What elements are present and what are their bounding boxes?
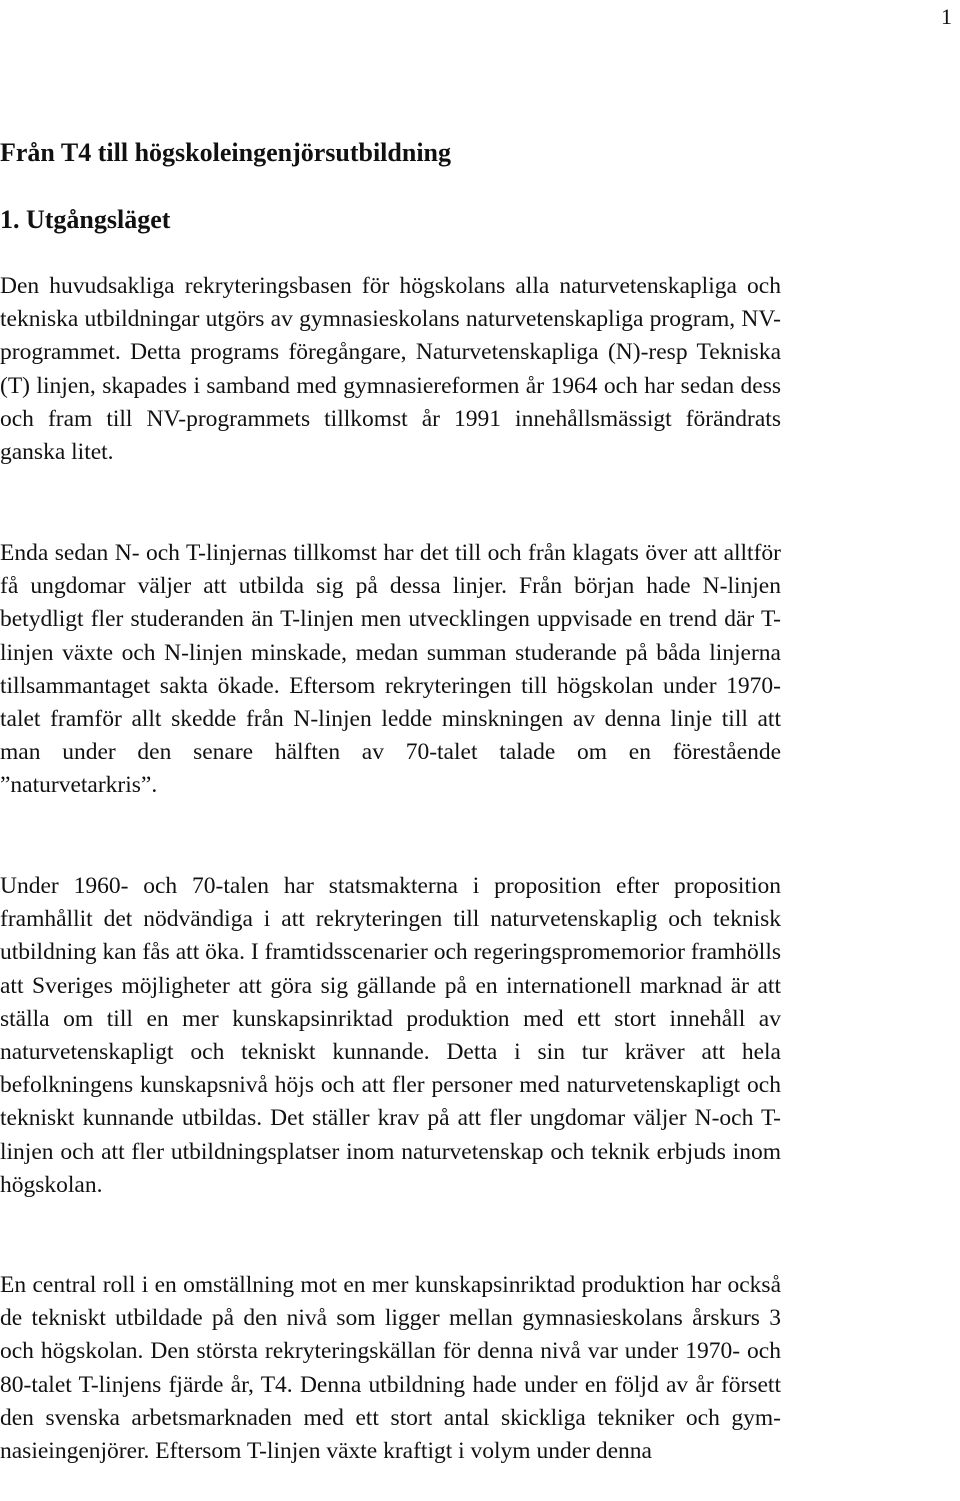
page-number: 1: [941, 4, 952, 29]
body-paragraph: Under 1960- och 70-talen har statsmakterna i proposition efter proposition framhållit det nödvändiga i att rekryteringen till naturvetenskaplig och teknisk utbildning kan fås att öka. I framtidsscenarier och regeringspromemorior framhölls att Sveriges möjligheter att göra sig gällande på en internationell marknad är att ställa om till en mer kunskapsinriktad produktion med ett stort innehåll av naturvetenskapligt och tekniskt kunnande. Detta i sin tur kräver att hela befolkningens kunskapsnivå höjs och att fler personer med naturvetenskapligt och tekniskt kunnande utbildas. Det ställer krav på att fler ungdomar väljer N-och T-linjen och att fler utbildningsplatser inom naturvetenskap och teknik erbjuds inom högskolan.: [0, 873, 781, 1198]
body-paragraph: Den huvudsakliga rekryteringsbasen för högskolans alla naturvetenskapliga och tekniska utbildningar utgörs av gymnasieskolans naturvetenskapliga program, NV-programmet. Detta programs föregångare, Naturvetenskapliga (N)-resp Tekniska (T) linjen, skapades i samband med gymnasiereformen år 1964 och har sedan dess och fram till NV-programmets tillkomst år 1991 innehållsmässigt förändrats ganska litet.: [0, 273, 781, 466]
body-paragraph: Enda sedan N- och T-linjernas tillkomst har det till och från klagats över att alltför få ungdomar väljer att utbilda sig på dessa linjer. Från början hade N-linjen betydligt fler studeranden än T-linjen men utvecklingen uppvisade en trend där T-linjen växte och N-linjen minskade, medan summan studerande på båda linjerna tillsammantaget sakta ökade. Eftersom rekryteringen till högskolan under 1970-talet framför allt skedde från N-linjen ledde minskningen av denna linje till att man under den senare hälften av 70-talet talade om en förestående ”naturvetarkris”.: [0, 540, 781, 799]
document-title: Från T4 till högskoleingenjörsutbildning: [0, 138, 452, 167]
body-paragraph: En central roll i en omställning mot en mer kunskapsinriktad produktion har också de tekniskt utbildade på den nivå som ligger mellan gymnasieskolans årskurs 3 och högskolan. Den största rekryteringskällan för denna nivå var under 1970- och 80-talet T-linjens fjärde år, T4. Denna utbildning hade under en följd av år försett den svenska arbetsmarknaden med ett stort antal skickliga tekniker och gymnasieingenjörer. Eftersom T-linjen växte kraftigt i volym under denna: [0, 1272, 781, 1465]
section-heading: 1. Utgångsläget: [0, 205, 171, 234]
